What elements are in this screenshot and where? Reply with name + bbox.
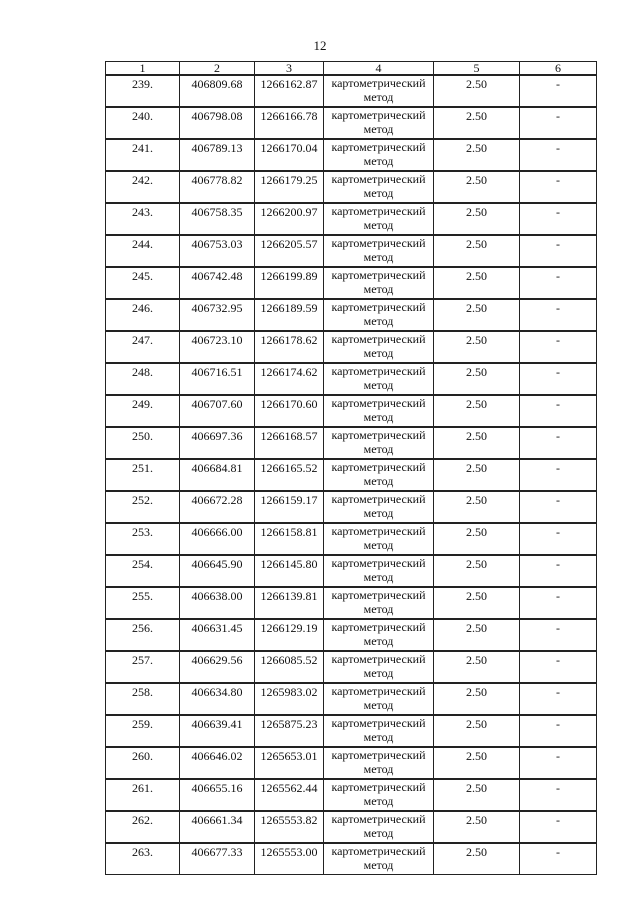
method-cell: [324, 139, 434, 171]
method-cell: [324, 555, 434, 587]
table-row: [106, 363, 597, 395]
x-coordinate: 406661.34: [180, 811, 255, 843]
x-coordinate: 406655.16: [180, 779, 255, 811]
header-col-1: 1: [106, 62, 180, 76]
table-row: [106, 171, 597, 203]
y-coordinate: 1266179.25: [255, 171, 324, 203]
method-cell: [324, 683, 434, 715]
accuracy-value: 2.50: [434, 715, 520, 747]
y-coordinate: 1266178.62: [255, 331, 324, 363]
method-line-2: метод: [363, 218, 394, 232]
y-coordinate: 1265653.01: [255, 747, 324, 779]
point-number: 242.: [106, 171, 180, 203]
point-number: 244.: [106, 235, 180, 267]
method-line-2: метод: [363, 90, 394, 104]
method-line-2: метод: [363, 602, 394, 616]
method-line-2: метод: [363, 442, 394, 456]
y-coordinate: 1266129.19: [255, 619, 324, 651]
method-cell: [324, 459, 434, 491]
method-line-1: картометрический: [331, 492, 426, 506]
point-number: 248.: [106, 363, 180, 395]
accuracy-value: 2.50: [434, 523, 520, 555]
table-row: [106, 299, 597, 331]
method-cell: [324, 491, 434, 523]
method-line-1: картометрический: [331, 684, 426, 698]
y-coordinate: 1266170.60: [255, 395, 324, 427]
y-coordinate: 1266189.59: [255, 299, 324, 331]
x-coordinate: 406789.13: [180, 139, 255, 171]
accuracy-value: 2.50: [434, 299, 520, 331]
accuracy-value: 2.50: [434, 235, 520, 267]
point-number: 252.: [106, 491, 180, 523]
accuracy-value: 2.50: [434, 651, 520, 683]
note-value: -: [520, 715, 597, 747]
point-number: 258.: [106, 683, 180, 715]
method-line-1: картометрический: [331, 780, 426, 794]
accuracy-value: 2.50: [434, 843, 520, 875]
method-line-1: картометрический: [331, 396, 426, 410]
accuracy-value: 2.50: [434, 395, 520, 427]
header-col-2: 2: [180, 62, 255, 76]
note-value: -: [520, 523, 597, 555]
method-line-2: метод: [363, 122, 394, 136]
method-line-1: картометрический: [331, 716, 426, 730]
coordinates-table: [105, 61, 597, 875]
accuracy-value: 2.50: [434, 363, 520, 395]
note-value: -: [520, 171, 597, 203]
note-value: -: [520, 587, 597, 619]
y-coordinate: 1266174.62: [255, 363, 324, 395]
table-row: [106, 779, 597, 811]
y-coordinate: 1265983.02: [255, 683, 324, 715]
note-value: -: [520, 75, 597, 107]
accuracy-value: 2.50: [434, 75, 520, 107]
point-number: 254.: [106, 555, 180, 587]
point-number: 257.: [106, 651, 180, 683]
method-cell: [324, 747, 434, 779]
x-coordinate: 406758.35: [180, 203, 255, 235]
x-coordinate: 406809.68: [180, 75, 255, 107]
method-line-1: картометрический: [331, 652, 426, 666]
note-value: -: [520, 811, 597, 843]
point-number: 263.: [106, 843, 180, 875]
table-row: [106, 747, 597, 779]
method-line-1: картометрический: [331, 844, 426, 858]
method-cell: [324, 171, 434, 203]
table-row: [106, 555, 597, 587]
method-line-2: метод: [363, 506, 394, 520]
method-line-1: картометрический: [331, 140, 426, 154]
method-cell: [324, 395, 434, 427]
table-row: [106, 715, 597, 747]
point-number: 240.: [106, 107, 180, 139]
method-cell: [324, 651, 434, 683]
method-cell: [324, 619, 434, 651]
x-coordinate: 406697.36: [180, 427, 255, 459]
header-col-6: 6: [520, 62, 597, 76]
table-row: [106, 235, 597, 267]
x-coordinate: 406732.95: [180, 299, 255, 331]
method-line-1: картометрический: [331, 524, 426, 538]
point-number: 251.: [106, 459, 180, 491]
note-value: -: [520, 363, 597, 395]
table-row: [106, 139, 597, 171]
accuracy-value: 2.50: [434, 587, 520, 619]
method-cell: [324, 779, 434, 811]
header-col-5: 5: [434, 62, 520, 76]
method-line-2: метод: [363, 730, 394, 744]
note-value: -: [520, 107, 597, 139]
method-line-2: метод: [363, 570, 394, 584]
accuracy-value: 2.50: [434, 459, 520, 491]
method-cell: [324, 235, 434, 267]
method-cell: [324, 203, 434, 235]
method-line-2: метод: [363, 346, 394, 360]
method-cell: [324, 587, 434, 619]
table-row: [106, 107, 597, 139]
x-coordinate: 406753.03: [180, 235, 255, 267]
note-value: -: [520, 555, 597, 587]
y-coordinate: 1266199.89: [255, 267, 324, 299]
method-cell: [324, 363, 434, 395]
y-coordinate: 1266165.52: [255, 459, 324, 491]
table-row: [106, 491, 597, 523]
x-coordinate: 406639.41: [180, 715, 255, 747]
y-coordinate: 1266162.87: [255, 75, 324, 107]
note-value: -: [520, 619, 597, 651]
method-line-2: метод: [363, 314, 394, 328]
table-row: [106, 395, 597, 427]
method-line-2: метод: [363, 762, 394, 776]
table-row: [106, 651, 597, 683]
method-line-2: метод: [363, 282, 394, 296]
method-line-1: картометрический: [331, 332, 426, 346]
table-row: [106, 683, 597, 715]
x-coordinate: 406638.00: [180, 587, 255, 619]
x-coordinate: 406646.02: [180, 747, 255, 779]
table-row: [106, 203, 597, 235]
accuracy-value: 2.50: [434, 747, 520, 779]
y-coordinate: 1266085.52: [255, 651, 324, 683]
point-number: 260.: [106, 747, 180, 779]
note-value: -: [520, 683, 597, 715]
method-cell: [324, 75, 434, 107]
note-value: -: [520, 843, 597, 875]
x-coordinate: 406684.81: [180, 459, 255, 491]
accuracy-value: 2.50: [434, 171, 520, 203]
method-line-2: метод: [363, 826, 394, 840]
point-number: 256.: [106, 619, 180, 651]
x-coordinate: 406716.51: [180, 363, 255, 395]
note-value: -: [520, 651, 597, 683]
y-coordinate: 1266159.17: [255, 491, 324, 523]
header-col-3: 3: [255, 62, 324, 76]
method-line-1: картометрический: [331, 460, 426, 474]
accuracy-value: 2.50: [434, 683, 520, 715]
note-value: -: [520, 779, 597, 811]
x-coordinate: 406707.60: [180, 395, 255, 427]
note-value: -: [520, 395, 597, 427]
y-coordinate: 1265562.44: [255, 779, 324, 811]
method-line-1: картометрический: [331, 204, 426, 218]
method-cell: [324, 811, 434, 843]
table-row: [106, 523, 597, 555]
table-row: [106, 267, 597, 299]
method-line-1: картометрический: [331, 300, 426, 314]
x-coordinate: 406742.48: [180, 267, 255, 299]
x-coordinate: 406631.45: [180, 619, 255, 651]
x-coordinate: 406645.90: [180, 555, 255, 587]
point-number: 255.: [106, 587, 180, 619]
accuracy-value: 2.50: [434, 107, 520, 139]
y-coordinate: 1266139.81: [255, 587, 324, 619]
method-line-2: метод: [363, 698, 394, 712]
table-row: [106, 811, 597, 843]
method-line-1: картометрический: [331, 172, 426, 186]
point-number: 243.: [106, 203, 180, 235]
method-line-2: метод: [363, 666, 394, 680]
method-line-1: картометрический: [331, 108, 426, 122]
method-line-2: метод: [363, 186, 394, 200]
table-body: [106, 75, 597, 875]
table-row: [106, 331, 597, 363]
method-cell: [324, 715, 434, 747]
note-value: -: [520, 331, 597, 363]
accuracy-value: 2.50: [434, 331, 520, 363]
method-line-1: картометрический: [331, 236, 426, 250]
x-coordinate: 406723.10: [180, 331, 255, 363]
accuracy-value: 2.50: [434, 555, 520, 587]
note-value: -: [520, 235, 597, 267]
accuracy-value: 2.50: [434, 811, 520, 843]
table-row: [106, 459, 597, 491]
accuracy-value: 2.50: [434, 267, 520, 299]
method-cell: [324, 427, 434, 459]
table-header: [106, 62, 597, 76]
header-row: [106, 62, 597, 76]
table-row: [106, 587, 597, 619]
note-value: -: [520, 203, 597, 235]
method-line-2: метод: [363, 474, 394, 488]
x-coordinate: 406778.82: [180, 171, 255, 203]
table-row: [106, 843, 597, 875]
header-col-4: 4: [324, 62, 434, 76]
y-coordinate: 1266158.81: [255, 523, 324, 555]
point-number: 259.: [106, 715, 180, 747]
note-value: -: [520, 267, 597, 299]
point-number: 246.: [106, 299, 180, 331]
x-coordinate: 406666.00: [180, 523, 255, 555]
page-number: 12: [313, 38, 327, 53]
y-coordinate: 1266145.80: [255, 555, 324, 587]
note-value: -: [520, 747, 597, 779]
x-coordinate: 406677.33: [180, 843, 255, 875]
method-line-2: метод: [363, 858, 394, 872]
point-number: 253.: [106, 523, 180, 555]
method-cell: [324, 267, 434, 299]
note-value: -: [520, 459, 597, 491]
method-line-2: метод: [363, 634, 394, 648]
point-number: 249.: [106, 395, 180, 427]
method-line-2: метод: [363, 378, 394, 392]
point-number: 250.: [106, 427, 180, 459]
method-cell: [324, 299, 434, 331]
method-line-1: картометрический: [331, 556, 426, 570]
method-line-2: метод: [363, 794, 394, 808]
y-coordinate: 1266170.04: [255, 139, 324, 171]
method-line-2: метод: [363, 538, 394, 552]
y-coordinate: 1266168.57: [255, 427, 324, 459]
x-coordinate: 406798.08: [180, 107, 255, 139]
y-coordinate: 1265553.82: [255, 811, 324, 843]
method-cell: [324, 107, 434, 139]
accuracy-value: 2.50: [434, 491, 520, 523]
y-coordinate: 1266166.78: [255, 107, 324, 139]
point-number: 262.: [106, 811, 180, 843]
table-row: [106, 75, 597, 107]
method-line-2: метод: [363, 154, 394, 168]
point-number: 241.: [106, 139, 180, 171]
y-coordinate: 1266205.57: [255, 235, 324, 267]
method-cell: [324, 843, 434, 875]
x-coordinate: 406672.28: [180, 491, 255, 523]
x-coordinate: 406634.80: [180, 683, 255, 715]
point-number: 247.: [106, 331, 180, 363]
table-row: [106, 427, 597, 459]
note-value: -: [520, 299, 597, 331]
accuracy-value: 2.50: [434, 779, 520, 811]
point-number: 245.: [106, 267, 180, 299]
table-row: [106, 619, 597, 651]
y-coordinate: 1265875.23: [255, 715, 324, 747]
y-coordinate: 1266200.97: [255, 203, 324, 235]
x-coordinate: 406629.56: [180, 651, 255, 683]
method-line-1: картометрический: [331, 268, 426, 282]
method-line-2: метод: [363, 410, 394, 424]
point-number: 261.: [106, 779, 180, 811]
method-line-1: картометрический: [331, 76, 426, 90]
method-line-1: картометрический: [331, 748, 426, 762]
accuracy-value: 2.50: [434, 203, 520, 235]
y-coordinate: 1265553.00: [255, 843, 324, 875]
method-line-1: картометрический: [331, 364, 426, 378]
note-value: -: [520, 139, 597, 171]
method-line-2: метод: [363, 250, 394, 264]
note-value: -: [520, 427, 597, 459]
method-line-1: картометрический: [331, 812, 426, 826]
method-line-1: картометрический: [331, 428, 426, 442]
note-value: -: [520, 491, 597, 523]
accuracy-value: 2.50: [434, 139, 520, 171]
method-line-1: картометрический: [331, 620, 426, 634]
method-line-1: картометрический: [331, 588, 426, 602]
method-cell: [324, 523, 434, 555]
point-number: 239.: [106, 75, 180, 107]
method-cell: [324, 331, 434, 363]
accuracy-value: 2.50: [434, 619, 520, 651]
accuracy-value: 2.50: [434, 427, 520, 459]
